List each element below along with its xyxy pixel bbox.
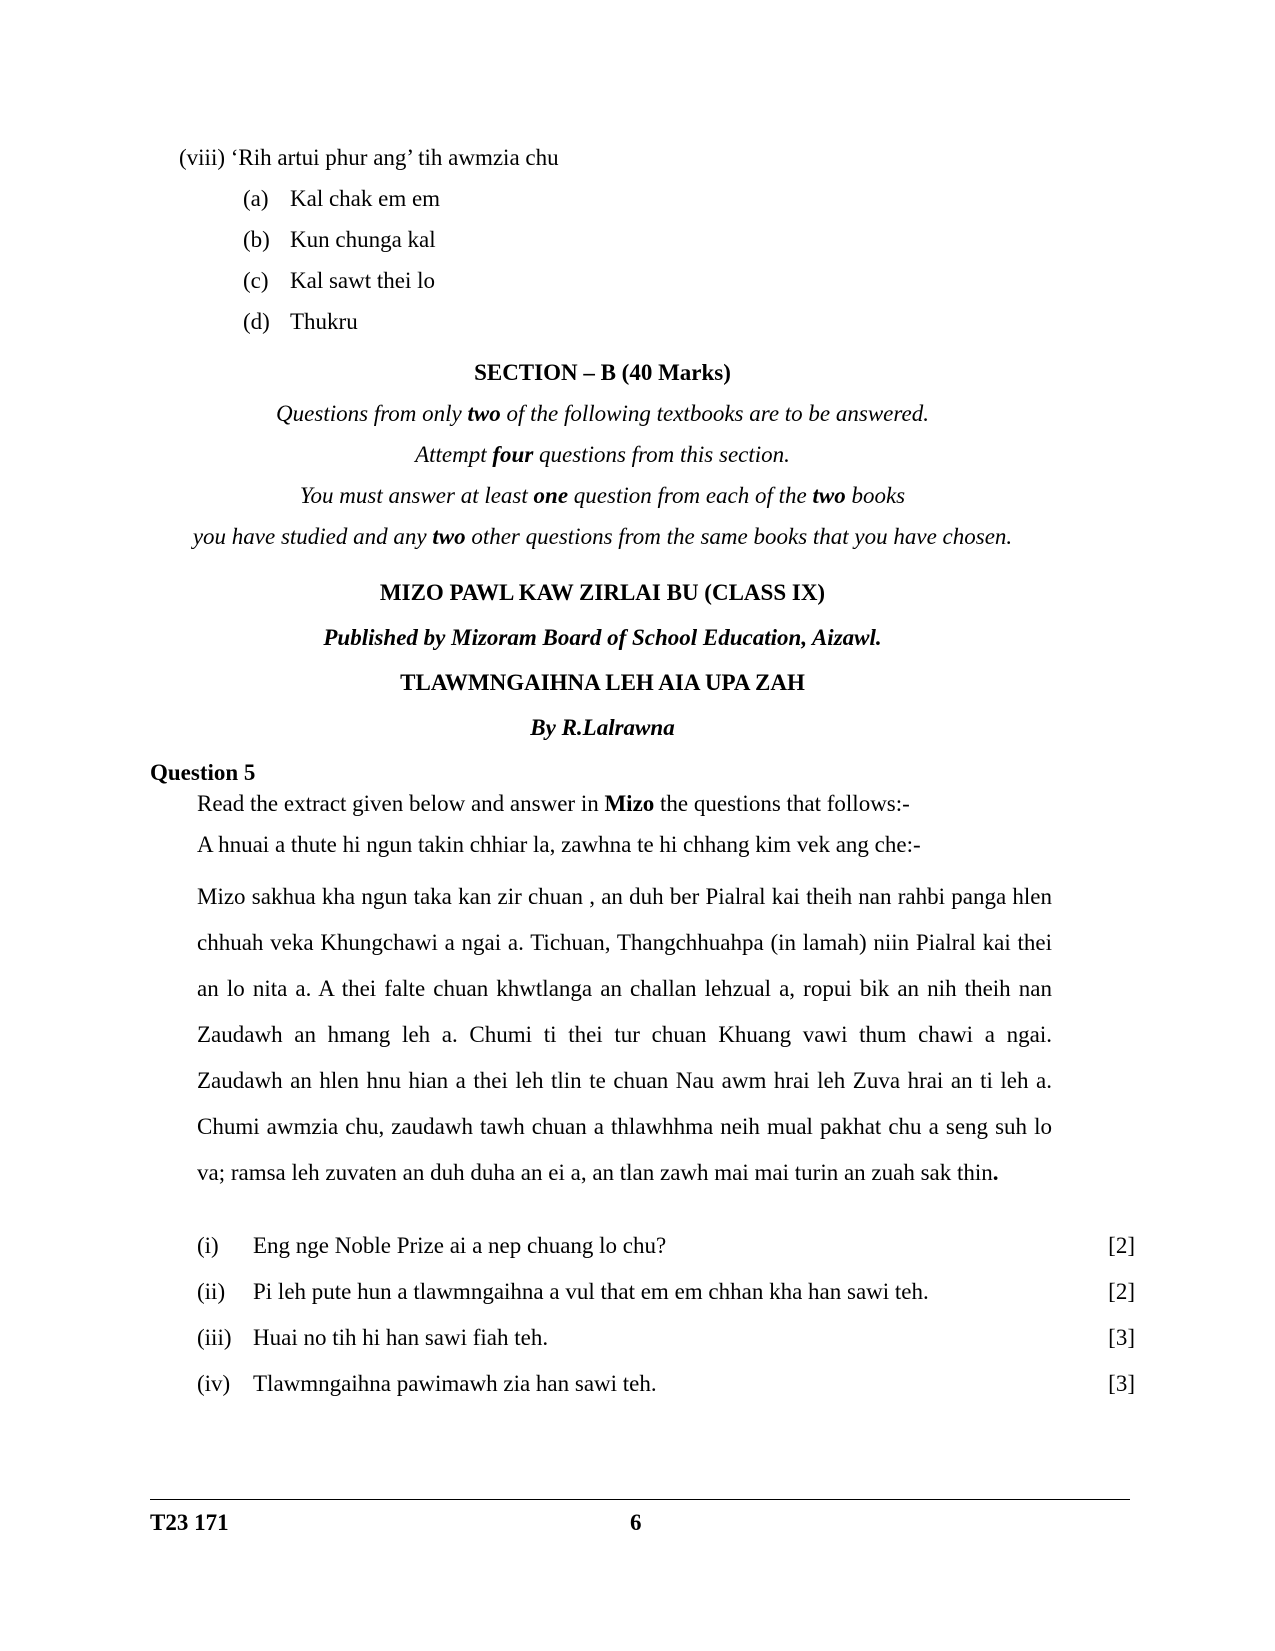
question-intro [197,791,910,817]
option-letter: (d) [243,309,270,334]
instruction-line-1 [0,401,1205,427]
subquestion-text: Eng nge Noble Prize ai a nep chuang lo chu? [253,1233,667,1258]
chapter-author: By R.Lalrawna [530,715,675,740]
subquestion-text: Pi leh pute hun a tlawmngaihna a vul that em em chhan kha han sawi teh. [253,1279,929,1304]
instruction-emphasis: two [467,401,501,426]
subquestion-number: (iii) [197,1325,232,1350]
subquestion-number: (ii) [197,1279,226,1304]
question-text: ‘Rih artui phur ang’ tih awmzia chu [230,145,559,170]
instruction-text: of the following textbooks are to be answered. [500,401,929,426]
instruction-emphasis: four [492,442,534,467]
subquestion-marks: [2] [1108,1279,1135,1304]
instruction-emphasis: two [812,483,846,508]
subquestion-text: Tlawmngaihna pawimawh zia han sawi teh. [253,1371,657,1396]
subquestion-number: (i) [197,1233,219,1258]
instruction-text: you have studied and any [192,524,433,549]
extract-paragraph [197,874,1052,1196]
book-title: MIZO PAWL KAW ZIRLAI BU (CLASS IX) [379,580,826,605]
intro-emphasis: Mizo [604,791,655,816]
subquestion-text: Huai no tih hi han sawi fiah teh. [253,1325,549,1350]
instruction-text: other questions from the same books that you have chosen. [465,524,1013,549]
extract-end: . [992,1160,999,1185]
instruction-text: question from each of the [568,483,813,508]
extract-text: Mizo sakhua kha ngun taka kan zir chuan , an duh ber Pialral kai theih nan rahbi panga hlen chhuah veka Khungchawi a ngai a. Tichuan, Thangchhuahpa (in lamah) niin Pialral kai thei an lo nita a. A thei falte chuan khwtlanga an challan lehzual a, ropui bik an nih theih nan Zaudawh an hmang leh a. Chumi ti thei tur chuan Khuang vawi thum chawi a ngai. Zaudawh an hlen hnu hian a thei leh tlin te chuan Nau awm hrai leh Zuva hrai an ti leh a. Chumi awmzia chu, zaudawh tawh chuan a thlawhhma neih mual pakhat chu a seng suh lo va; ramsa leh zuvaten an duh duha an ei a, an tlan zawh mai mai turin an zuah sak thin [197,884,1052,1185]
option-text: Kal chak em em [290,186,441,211]
subquestion-marks: [3] [1108,1371,1135,1396]
footer-divider [150,1499,1130,1500]
instruction-text: You must answer at least [299,483,534,508]
page-number: 6 [630,1510,642,1535]
book-publisher: Published by Mizoram Board of School Education, Aizawl. [323,625,882,650]
question-viii-stem [179,145,559,171]
option-letter: (c) [243,268,269,293]
question-heading: Question 5 [150,760,256,785]
subquestion-marks: [2] [1108,1233,1135,1258]
option-text: Kun chunga kal [290,227,436,252]
chapter-title: TLAWMNGAIHNA LEH AIA UPA ZAH [400,670,805,695]
section-heading: SECTION – B (40 Marks) [474,360,731,385]
intro-text: the questions that follows:- [654,791,910,816]
subquestion-number: (iv) [197,1371,231,1396]
instruction-line-2 [0,442,1205,468]
option-text: Thukru [290,309,358,334]
instruction-text: Attempt [415,442,493,467]
option-text: Kal sawt thei lo [290,268,435,293]
instruction-line-4 [0,524,1205,550]
instruction-emphasis: one [533,483,569,508]
question-intro-2: A hnuai a thute hi ngun takin chhiar la, zawhna te hi chhang kim vek ang che:- [197,832,921,857]
subquestion-marks: [3] [1108,1325,1135,1350]
instruction-text: questions from this section. [533,442,790,467]
option-letter: (a) [243,186,269,211]
instruction-emphasis: two [432,524,466,549]
option-letter: (b) [243,227,270,252]
instruction-text: books [845,483,906,508]
instruction-text: Questions from only [276,401,468,426]
instruction-line-3 [0,483,1205,509]
intro-text: Read the extract given below and answer in [197,791,605,816]
paper-code: T23 171 [150,1510,229,1535]
question-label: (viii) [179,145,225,170]
